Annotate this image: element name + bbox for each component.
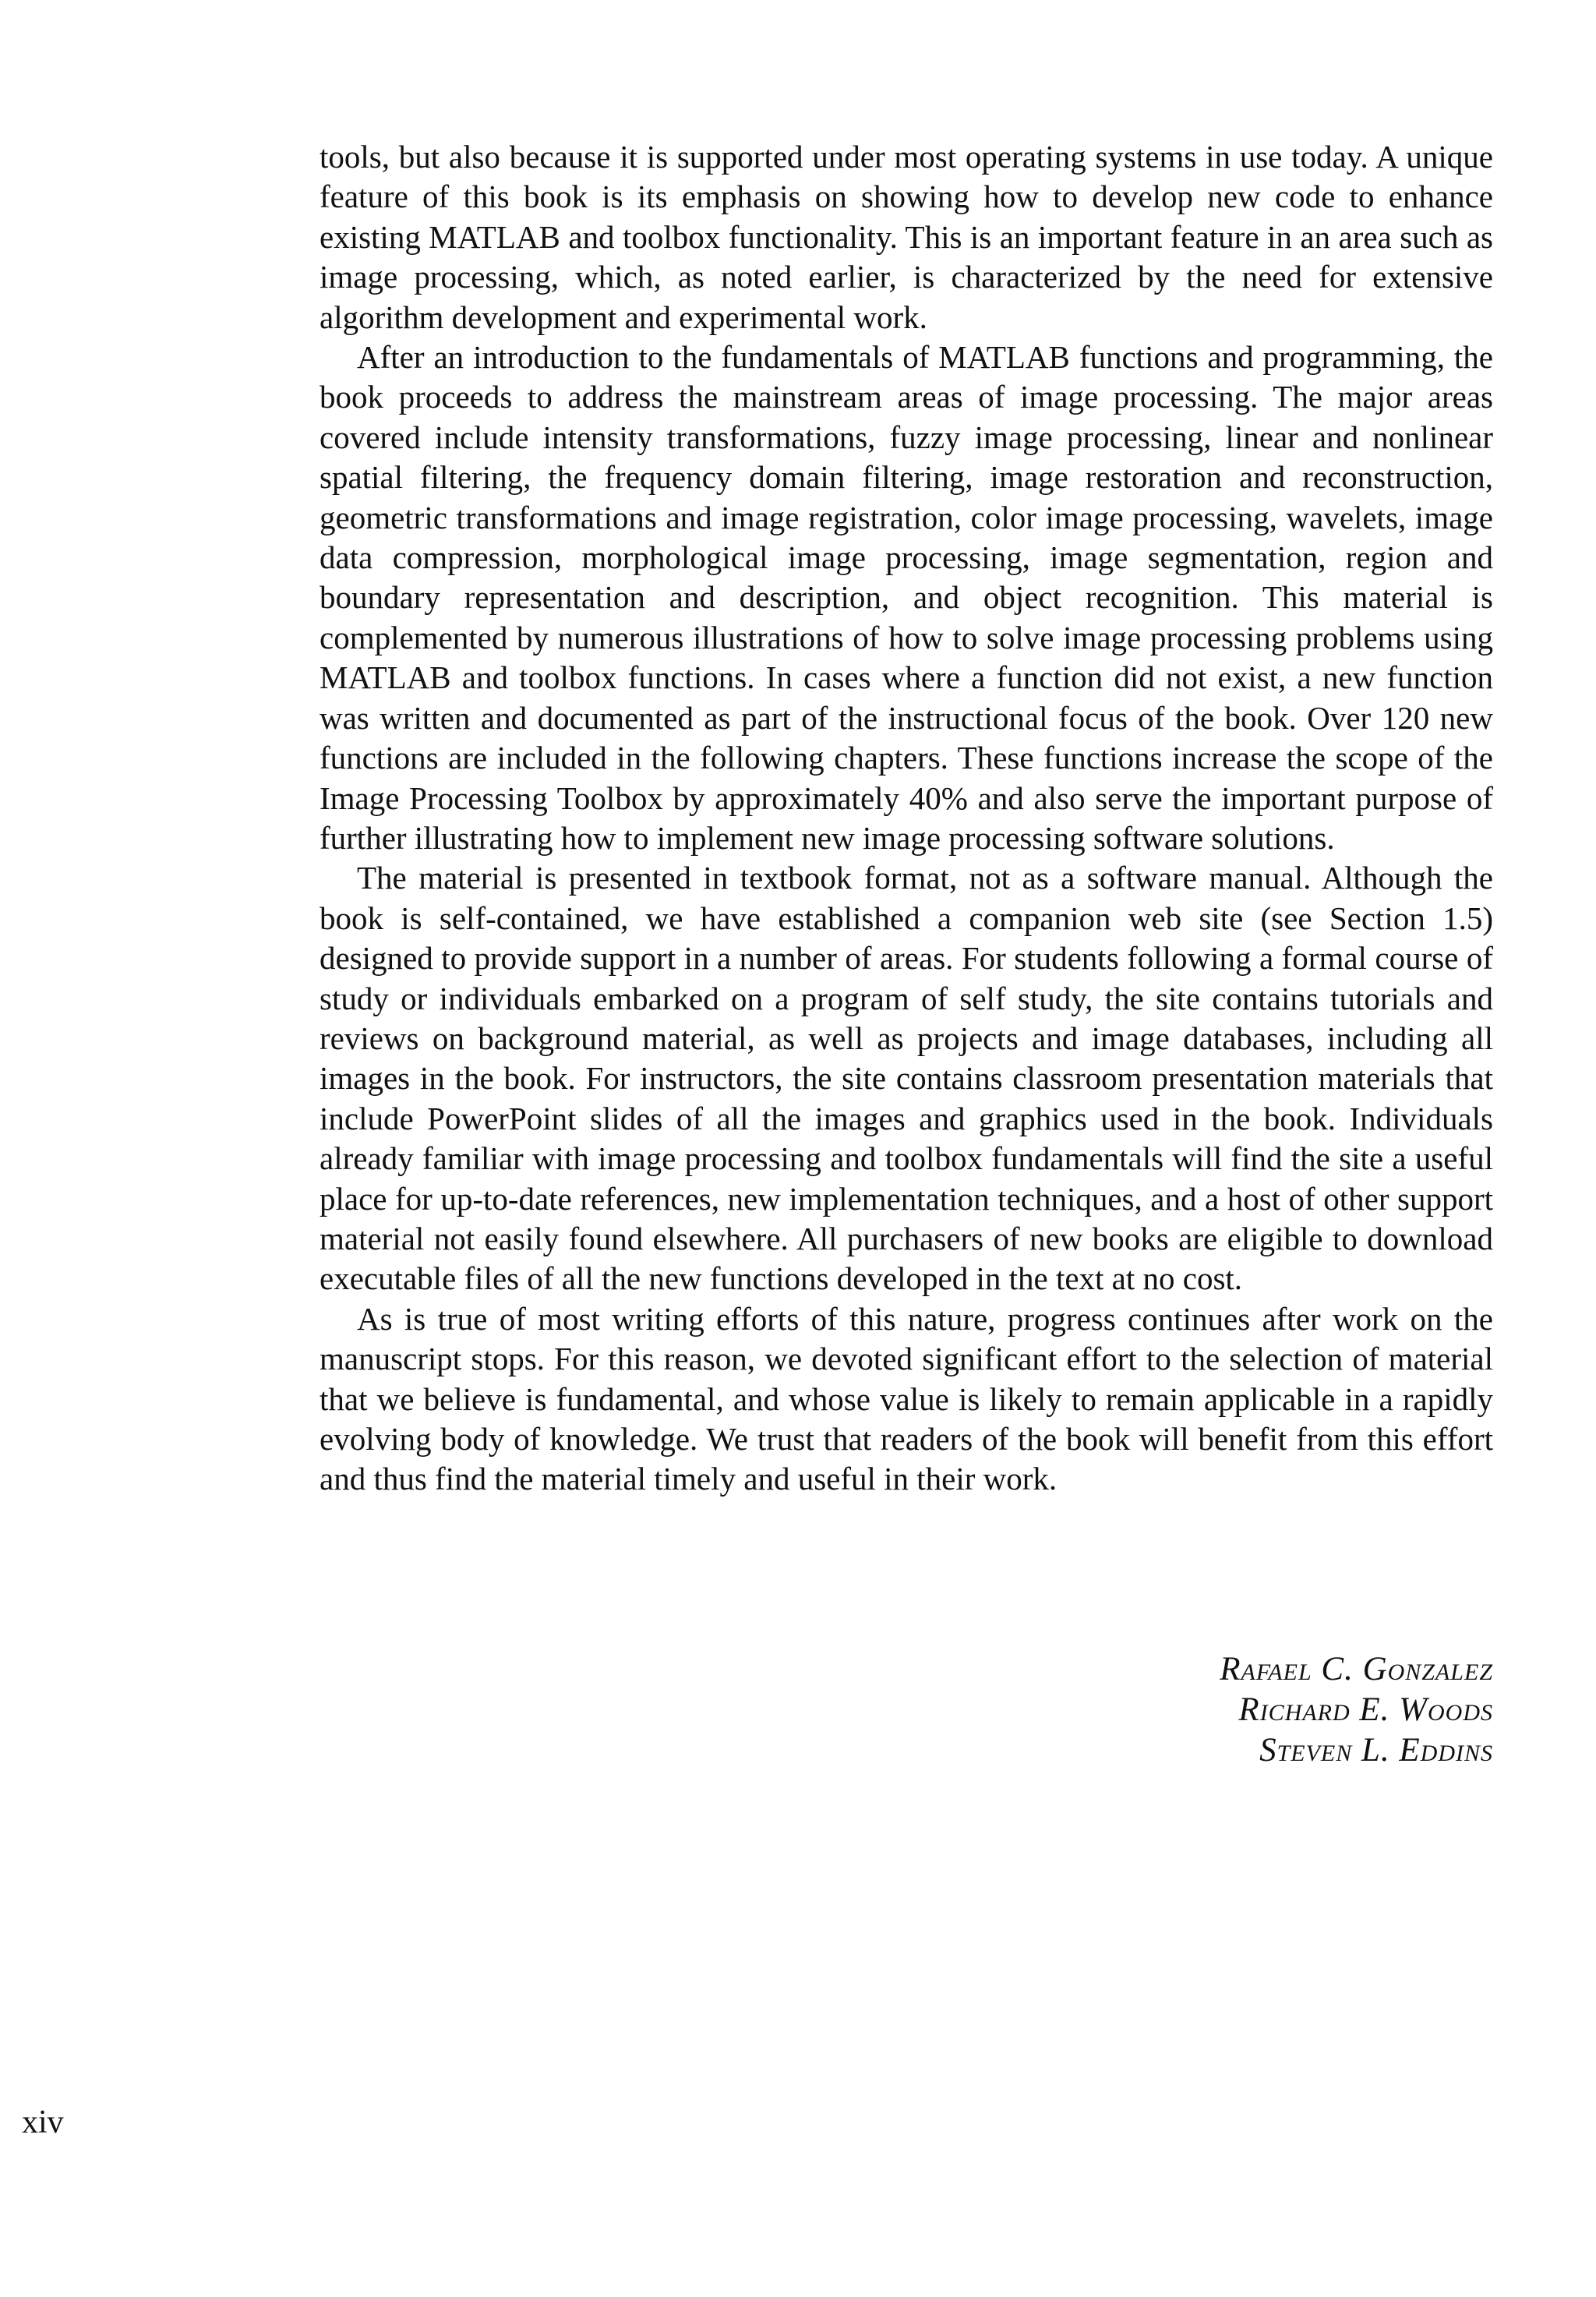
preface-body [320, 137, 1493, 1500]
author-name: Richard E. Woods [1238, 1691, 1493, 1728]
paragraph-2: After an introduction to the fundamentals of MATLAB functions and programming, the book proceeds to address the mainstream areas of image processing. The major areas covered include intensity transformations, fuzzy image processing, linear and nonlinear spatial filtering, the frequency domain filtering, image restoration and reconstruction, geometric transformations and image registration, color image processing, wavelets, image data compression, morphological image processing, image segmentation, region and boundary representation and description, and object recognition. This material is complemented by numerous illustrations of how to solve image processing problems using MATLAB and toolbox functions. In cases where a function did not exist, a new function was written and documented as part of the instructional focus of the book. Over 120 new functions are included in the following chapters. These functions increase the scope of the Image Processing Toolbox by approximately 40% and also serve the important purpose of further illustrating how to implement new image processing software solutions. [320, 339, 1493, 856]
author-name: Steven L. Eddins [1259, 1732, 1493, 1769]
page-number: xiv [22, 2104, 64, 2140]
paragraph-1: tools, but also because it is supported under most operating systems in use today. A unique feature of this book is its emphasis on showing how to develop new code to enhance existing MATLAB and toolbox functionality. This is an important feature in an area such as image processing, which, as noted earlier, is characterized by the need for extensive algorithm development and experimental work. [320, 139, 1493, 335]
author-signatures [1220, 1649, 1493, 1771]
author-name: Rafael C. Gonzalez [1220, 1651, 1493, 1687]
paragraph-4: As is true of most writing efforts of this nature, progress continues after work on the manuscript stops. For this reason, we devoted significant effort to the selection of material that we believe is fundamental, and whose value is likely to remain applicable in a rapidly evolving body of knowledge. We trust that readers of the book will benefit from this effort and thus find the material timely and useful in their work. [320, 1300, 1493, 1497]
paragraph-3: The material is presented in textbook format, not as a software manual. Although the book is self-contained, we have established a companion web site (see Section 1.5) designed to provide support in a number of areas. For students following a formal course of study or individuals embarked on a program of self study, the site contains tutorials and reviews on background material, as well as projects and image databases, including all images in the book. For instructors, the site contains classroom presentation materials that include PowerPoint slides of all the images and graphics used in the book. Individuals already familiar with image processing and toolbox fundamentals will find the site a useful place for up-to-date references, new implementation techniques, and a host of other support material not easily found elsewhere. All purchasers of new books are eligible to download executable files of all the new functions developed in the text at no cost. [320, 860, 1493, 1297]
